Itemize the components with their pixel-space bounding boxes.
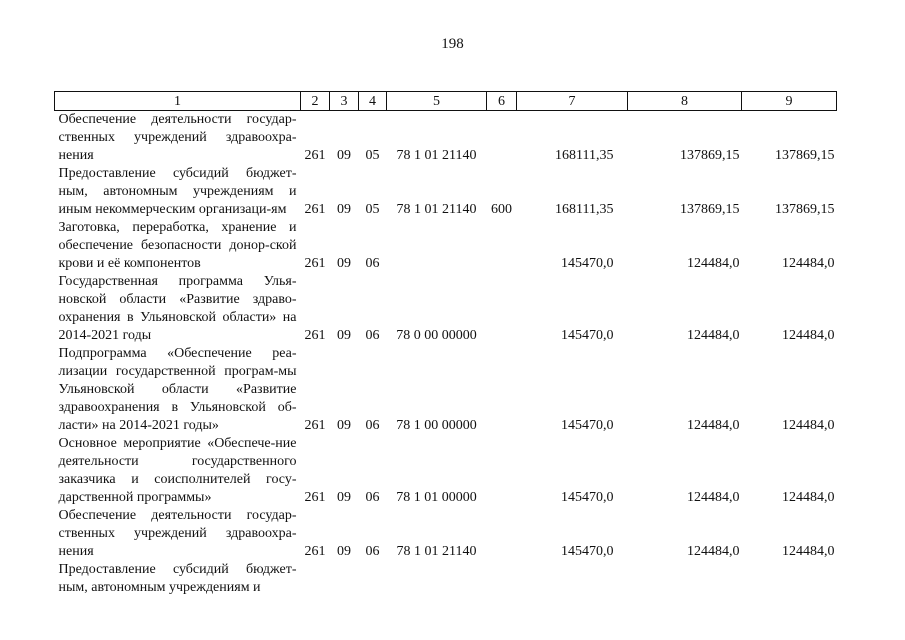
row-target-code: 78 1 01 21140 <box>396 544 477 559</box>
table-row <box>55 561 837 597</box>
row-value-col9: 137869,15 <box>775 148 835 163</box>
table-body <box>55 111 837 598</box>
header-col-4: 4 <box>359 92 387 111</box>
row-section-code: 09 <box>337 256 351 271</box>
row-value-col7: 145470,0 <box>561 256 614 271</box>
row-target-code: 78 1 00 00000 <box>396 418 477 433</box>
row-expense-type <box>487 219 517 273</box>
row-expense-type <box>487 273 517 345</box>
row-value-col8: 124484,0 <box>687 544 740 559</box>
table-row <box>55 219 837 273</box>
header-col-1: 1 <box>55 92 301 111</box>
row-target-code <box>387 219 487 273</box>
budget-table <box>54 91 837 597</box>
table-row <box>55 507 837 561</box>
row-name: Основное мероприятие «Обеспече-ние деятельности государственного заказчика и соисполнителей госу-дарственной программы» <box>58 436 297 505</box>
row-ministry-code: 261 <box>304 202 326 217</box>
table-row <box>55 165 837 219</box>
row-subsection-code: 06 <box>365 490 380 505</box>
row-value-col7: 145470,0 <box>561 544 614 559</box>
row-section-code: 09 <box>337 148 351 163</box>
row-expense-type: 600 <box>491 202 512 217</box>
row-value-col9: 124484,0 <box>782 418 835 433</box>
row-target-code: 78 0 00 00000 <box>396 328 477 343</box>
row-name: Обеспечение деятельности государ-ственных учреждений здравоохра-нения <box>58 112 297 163</box>
row-value-col7: 168111,35 <box>555 148 614 163</box>
table-header <box>55 92 837 111</box>
row-value-col8: 124484,0 <box>687 418 740 433</box>
row-subsection-code: 06 <box>365 418 380 433</box>
row-value-col9: 124484,0 <box>782 256 835 271</box>
page-number: 198 <box>441 36 464 52</box>
table-row <box>55 111 837 166</box>
row-value-col8: 137869,15 <box>680 202 740 217</box>
row-value-col7: 145470,0 <box>561 328 614 343</box>
row-expense-type <box>487 435 517 507</box>
table-row <box>55 273 837 345</box>
header-col-2: 2 <box>301 92 330 111</box>
row-ministry-code <box>301 561 330 597</box>
row-value-col9: 137869,15 <box>775 202 835 217</box>
row-target-code: 78 1 01 21140 <box>396 202 477 217</box>
row-ministry-code: 261 <box>304 418 326 433</box>
row-section-code: 09 <box>337 544 351 559</box>
row-ministry-code: 261 <box>304 544 326 559</box>
row-expense-type <box>487 561 517 597</box>
row-subsection-code: 05 <box>365 148 380 163</box>
header-row <box>55 92 837 111</box>
row-subsection-code: 06 <box>365 544 380 559</box>
row-value-col7 <box>517 561 628 597</box>
row-expense-type <box>487 111 517 166</box>
row-value-col8: 124484,0 <box>687 490 740 505</box>
row-value-col7: 145470,0 <box>561 418 614 433</box>
header-col-8: 8 <box>628 92 742 111</box>
row-value-col8: 137869,15 <box>680 148 740 163</box>
row-name: Предоставление субсидий бюджет-ным, автономным учреждениям и иным некоммерческим организаци-ям <box>58 166 297 217</box>
row-subsection-code <box>359 561 387 597</box>
row-value-col7: 145470,0 <box>561 490 614 505</box>
header-col-3: 3 <box>330 92 359 111</box>
row-ministry-code: 261 <box>304 148 326 163</box>
row-name: Заготовка, переработка, хранение и обеспечение безопасности донор-ской крови и её компонентов <box>58 220 297 271</box>
header-col-9: 9 <box>742 92 837 111</box>
row-target-code <box>387 561 487 597</box>
row-target-code: 78 1 01 00000 <box>396 490 477 505</box>
row-value-col8: 124484,0 <box>687 256 740 271</box>
row-subsection-code: 06 <box>365 256 380 271</box>
header-col-6: 6 <box>487 92 517 111</box>
row-value-col7: 168111,35 <box>555 202 614 217</box>
table-row <box>55 345 837 435</box>
row-value-col9 <box>742 561 837 597</box>
row-value-col9: 124484,0 <box>782 490 835 505</box>
row-expense-type <box>487 507 517 561</box>
row-value-col8: 124484,0 <box>687 328 740 343</box>
row-name: Подпрограмма «Обеспечение реа-лизации государственной програм-мы Ульяновской области «Развитие здравоохранения в Ульяновской об-ласти» на 2014-2021 годы» <box>58 346 297 433</box>
row-value-col9: 124484,0 <box>782 544 835 559</box>
row-section-code: 09 <box>337 202 351 217</box>
row-ministry-code: 261 <box>304 328 326 343</box>
row-section-code <box>330 561 359 597</box>
header-col-5: 5 <box>387 92 487 111</box>
table-row <box>55 435 837 507</box>
row-name: Предоставление субсидий бюджет-ным, автономным учреждениям и <box>58 562 297 595</box>
row-section-code: 09 <box>337 328 351 343</box>
row-value-col9: 124484,0 <box>782 328 835 343</box>
row-name: Государственная программа Улья-новской области «Развитие здраво-охранения в Ульяновской области» на 2014-2021 годы <box>58 274 297 343</box>
row-section-code: 09 <box>337 418 351 433</box>
row-subsection-code: 05 <box>365 202 380 217</box>
row-expense-type <box>487 345 517 435</box>
row-value-col8 <box>628 561 742 597</box>
row-ministry-code: 261 <box>304 490 326 505</box>
row-section-code: 09 <box>337 490 351 505</box>
row-name: Обеспечение деятельности государ-ственных учреждений здравоохра-нения <box>58 508 297 559</box>
row-ministry-code: 261 <box>304 256 326 271</box>
row-subsection-code: 06 <box>365 328 380 343</box>
row-target-code: 78 1 01 21140 <box>396 148 477 163</box>
header-col-7: 7 <box>517 92 628 111</box>
